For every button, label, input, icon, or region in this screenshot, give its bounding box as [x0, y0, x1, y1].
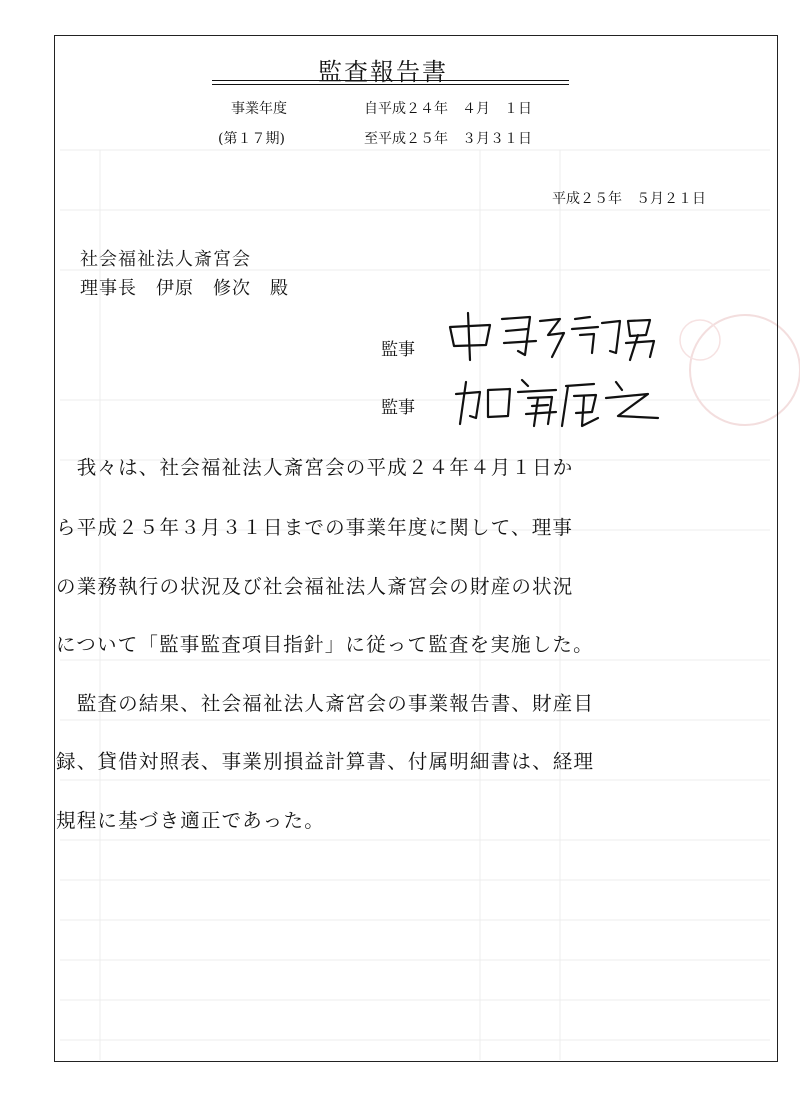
body-line-4: について「監事監査項目指針」に従って監査を実施した。 — [56, 633, 594, 656]
body-line-6: 録、貸借対照表、事業別損益計算書、付属明細書は、経理 — [56, 750, 595, 773]
body-line-5: 監査の結果、社会福祉法人斎宮会の事業報告書、財産目 — [56, 692, 595, 715]
auditor-2-signature — [448, 372, 668, 432]
body-line-3: の業務執行の状況及び社会福祉法人斎宮会の財産の状況 — [56, 575, 574, 598]
auditor-2-label: 監事 — [381, 398, 415, 418]
addressee-recipient: 理事長 伊原 修次 殿 — [80, 278, 289, 299]
title-underline-top — [212, 80, 569, 81]
period-to: 至平成２５年 ３月３１日 — [364, 131, 532, 147]
auditor-1-label: 監事 — [381, 340, 415, 360]
term-label: (第１７期) — [218, 131, 285, 147]
body-line-1: 我々は、社会福祉法人斎宮会の平成２４年４月１日か — [56, 456, 574, 479]
period-from: 自平成２４年 ４月 １日 — [364, 101, 532, 117]
report-date: 平成２５年 ５月２１日 — [552, 191, 706, 207]
body-line-7: 規程に基づき適正であった。 — [56, 809, 325, 832]
body-line-2: ら平成２５年３月３１日までの事業年度に関して、理事 — [56, 516, 574, 539]
title-underline-bottom — [212, 84, 569, 85]
addressee-organization: 社会福祉法人斎宮会 — [80, 249, 251, 270]
page-title: 監査報告書 — [318, 58, 448, 86]
fiscal-year-label: 事業年度 — [231, 101, 287, 117]
auditor-1-signature — [440, 305, 660, 365]
